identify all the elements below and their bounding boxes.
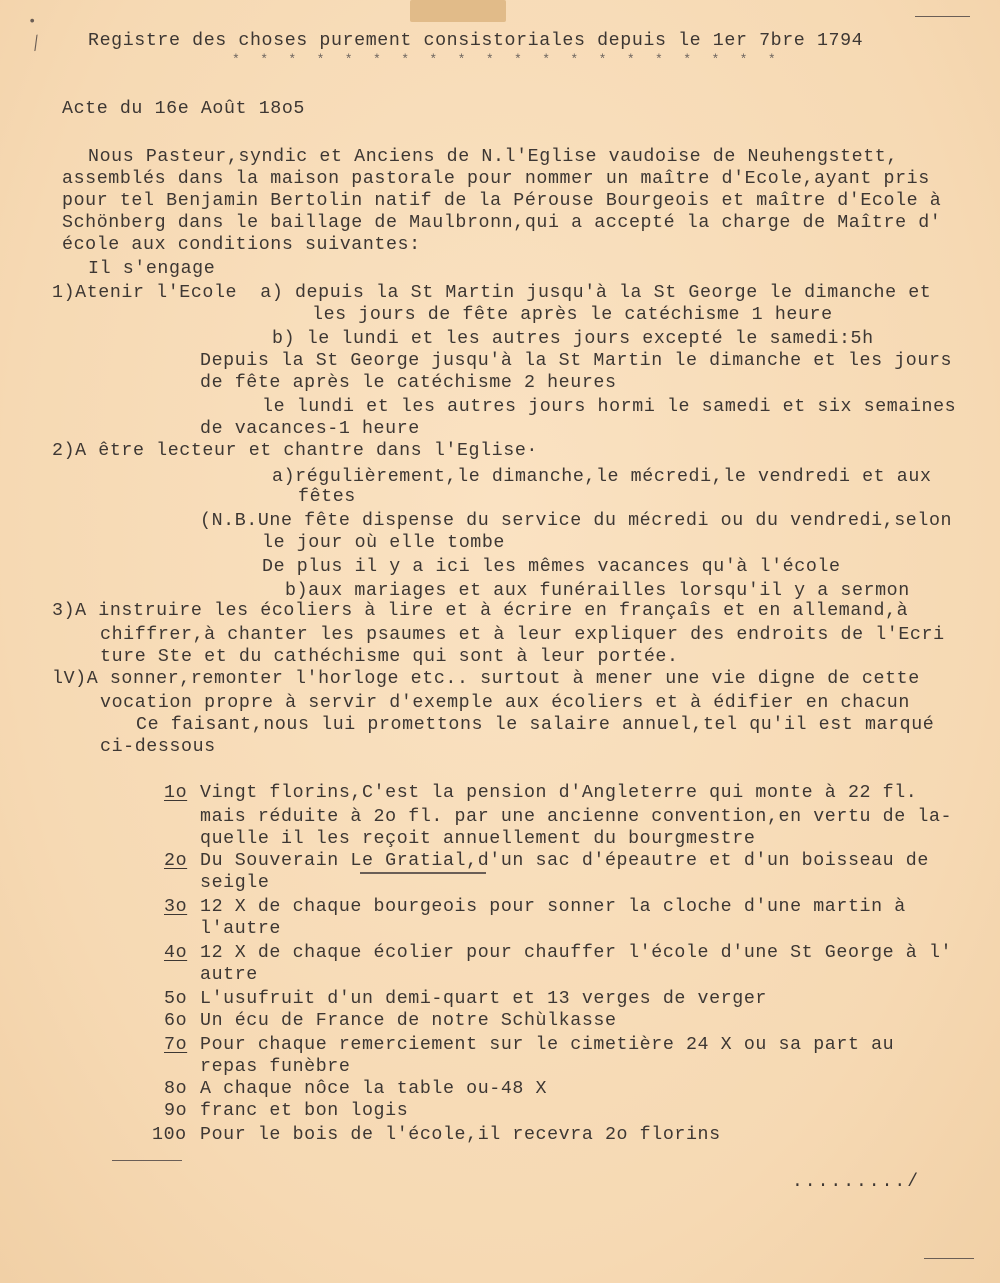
clause-line: Ce faisant,nous lui promettons le salaire annuel,tel qu'il est marqué (136, 715, 935, 735)
clause-line: ture Ste et du cathéchisme qui sont à leur portée. (100, 647, 679, 667)
salary-number: 2o (164, 851, 188, 871)
clause-line: 3)A instruire les écoliers à lire et à écrire en françaîs et en allemand,à (52, 601, 909, 621)
clause-line: Depuis la St George jusqu'à la St Martin le dimanche et les jours (200, 351, 953, 371)
salary-line: autre (200, 965, 258, 985)
salary-line: Pour chaque remerciement sur le cimetière 24 X ou sa part au (200, 1035, 895, 1055)
clause-line: (N.B.Une fête dispense du service du mécredi ou du vendredi,selon (200, 511, 953, 531)
tape-mark (410, 0, 506, 22)
clause-line: 1)Atenir l'Ecole a) depuis la St Martin jusqu'à la St George le dimanche et (52, 283, 932, 303)
salary-number: 3o (164, 897, 188, 917)
salary-number: 4o (164, 943, 188, 963)
salary-number: 5o (164, 989, 188, 1009)
title-stars: * * * * * * * * * * * * * * * * * * * * (232, 52, 782, 67)
salary-line: l'autre (200, 919, 281, 939)
clause-line: de fête après le catéchisme 2 heures (200, 373, 617, 393)
salary-line: quelle il les reçoit annuellement du bourgmestre (200, 829, 756, 849)
salary-line: Un écu de France de notre Schùlkasse (200, 1011, 617, 1031)
continuation-mark: ........./ (792, 1172, 921, 1192)
salary-line: 12 X de chaque écolier pour chauffer l'école d'une St George à l' (200, 943, 953, 963)
salary-number: 9o (164, 1101, 188, 1121)
intro-line: pour tel Benjamin Bertolin natif de la Pérouse Bourgeois et maître d'Ecole à (62, 191, 942, 211)
clause-line: le jour où elle tombe (262, 533, 505, 553)
clause-line: de vacances-1 heure (200, 419, 420, 439)
clause-line: a)régulièrement,le dimanche,le mécredi,le vendredi et aux (272, 467, 932, 487)
salary-line: seigle (200, 873, 270, 893)
clause-line: b) le lundi et les autres jours excepté le samedi:5h (272, 329, 874, 349)
salary-number: 7o (164, 1035, 188, 1055)
salary-number: 6o (164, 1011, 188, 1031)
salary-line: mais réduite à 2o fl. par une ancienne convention,en vertu de la- (200, 807, 953, 827)
gratial-underline (360, 872, 486, 874)
intro-line: école aux conditions suivantes: (62, 235, 421, 255)
salary-line: franc et bon logis (200, 1101, 409, 1121)
intro-line: Schönberg dans le baillage de Maulbronn,qui a accepté la charge de Maître d' (62, 213, 942, 233)
clause-line: 2)A être lecteur et chantre dans l'Eglise· (52, 441, 538, 461)
intro-line: Nous Pasteur,syndic et Anciens de N.l'Eglise vaudoise de Neuhengstett, (88, 147, 898, 167)
salary-line: Du Souverain Le Gratial,d'un sac d'épeautre et d'un boisseau de (200, 851, 929, 871)
clause-line: le lundi et les autres jours hormi le samedi et six semaines (262, 397, 957, 417)
salary-line: Vingt florins,C'est la pension d'Angleterre qui monte à 22 fl. (200, 783, 918, 803)
clause-line: fêtes (298, 487, 356, 507)
salary-number: 8o (164, 1079, 188, 1099)
clause-line: De plus il y a ici les mêmes vacances qu'à l'école (262, 557, 841, 577)
salary-line: 12 X de chaque bourgeois pour sonner la cloche d'une martin à (200, 897, 906, 917)
intro-line: assemblés dans la maison pastorale pour nommer un maître d'Ecole,ayant pris (62, 169, 930, 189)
pencil-mark: ⁄ (26, 30, 48, 59)
clause-line: les jours de fête après le catéchisme 1 heure (312, 305, 833, 325)
clause-line: b)aux mariages et aux funérailles lorsqu'il y a sermon (285, 581, 910, 601)
clause-line: lV)A sonner,remonter l'horloge etc.. surtout à mener une vie digne de cette (52, 669, 920, 689)
salary-line: repas funèbre (200, 1057, 351, 1077)
corner-stroke-bottom (924, 1258, 974, 1259)
margin-stroke (112, 1160, 182, 1161)
register-title: Registre des choses purement consistoriales depuis le 1er 7bre 1794 (88, 31, 864, 51)
salary-line: L'usufruit d'un demi-quart et 13 verges de verger (200, 989, 767, 1009)
corner-stroke (915, 16, 970, 17)
intro-line: Il s'engage (88, 259, 216, 279)
corner-dot: • (28, 14, 37, 30)
clause-line: chiffrer,à chanter les psaumes et à leur expliquer des endroits de l'Ecri (100, 625, 945, 645)
clause-line: ci-dessous (100, 737, 216, 757)
salary-number: 10o (152, 1125, 187, 1145)
salary-line: Pour le bois de l'école,il recevra 2o florins (200, 1125, 721, 1145)
date-line: Acte du 16e Août 18o5 (62, 99, 305, 119)
salary-line: A chaque nôce la table ou-48 X (200, 1079, 548, 1099)
salary-number: 1o (164, 783, 188, 803)
clause-line: vocation propre à servir d'exemple aux écoliers et à édifier en chacun (100, 693, 910, 713)
